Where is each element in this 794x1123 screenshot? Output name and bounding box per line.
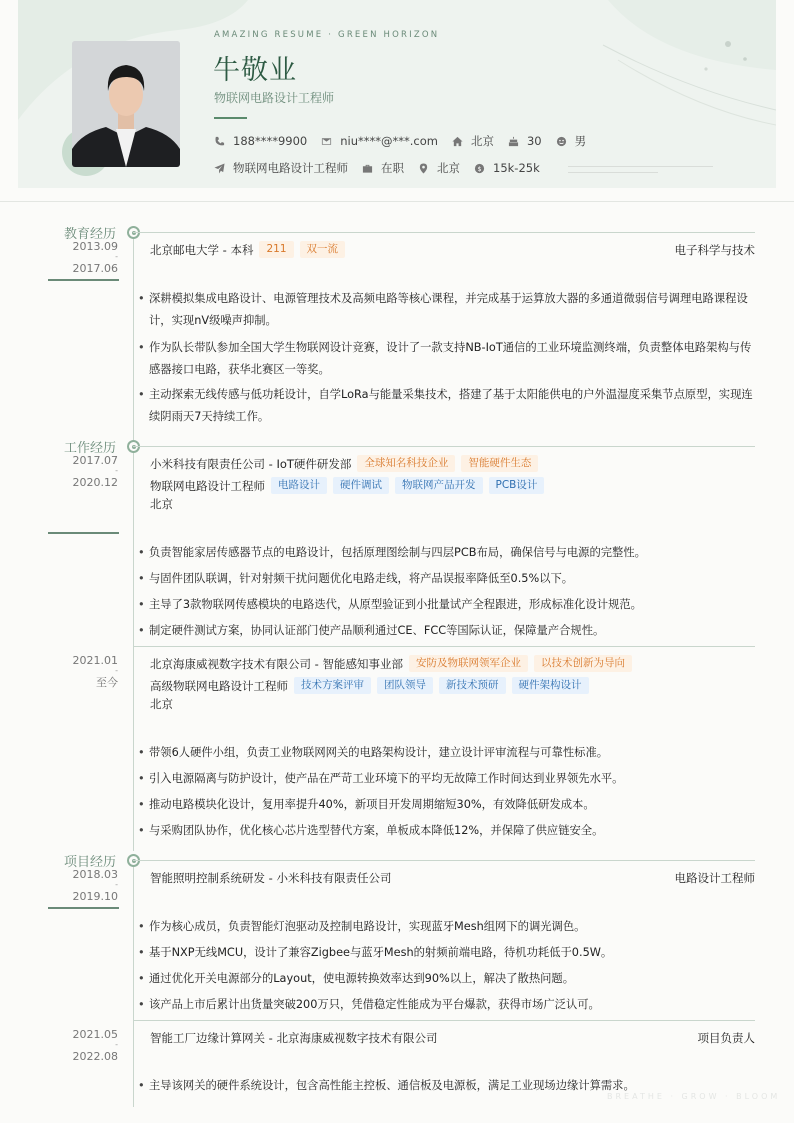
- hometown-text: 北京: [470, 134, 494, 148]
- list-item: • 深耕模拟集成电路设计、电源管理技术及高频电路等核心课程，并完成基于运算放大器的多通道微弱信号调理电路课程设计，实现nV级噪声抑制。: [138, 288, 756, 332]
- intention-row: [214, 160, 554, 176]
- section-title-projects: 项目经历: [63, 855, 116, 870]
- gender-icon: [556, 136, 567, 147]
- section-rule: [133, 860, 755, 861]
- age-item: [508, 134, 542, 148]
- job-city: 北京: [150, 697, 173, 711]
- date-end: 2017.06: [72, 262, 118, 275]
- date-dash: -: [115, 666, 118, 675]
- company-row: [150, 655, 632, 672]
- date-start: 2017.07: [72, 454, 118, 467]
- resume-brand: AMAZING RESUME · GREEN HORIZON: [214, 30, 440, 40]
- role-name: 高级物联网电路设计工程师: [150, 678, 288, 693]
- skill-tag: 新技术预研: [439, 677, 506, 694]
- section-rule: [133, 232, 755, 233]
- project-name: 智能工厂边缘计算网关 - 北京海康威视数字技术有限公司: [150, 1031, 438, 1045]
- project-role: 项目负责人: [697, 1031, 755, 1045]
- contact-row: [214, 133, 600, 149]
- status-item: [362, 160, 404, 176]
- skill-tag: 电路设计: [271, 477, 327, 494]
- section-title-work: 工作经历: [63, 441, 116, 456]
- age-text: 30: [526, 134, 542, 148]
- timeline-line: [133, 239, 134, 441]
- cake-icon: [508, 136, 519, 147]
- skill-tag: 硬件调试: [333, 477, 389, 494]
- status-text: 在职: [381, 161, 404, 175]
- company-row: [150, 455, 538, 472]
- date-start: 2021.01: [72, 654, 118, 667]
- list-item: • 负责智能家居传感器节点的电路设计，包括原理图绘制与四层PCB布局，确保信号与电源的完整性。: [138, 542, 756, 564]
- date-end: 至今: [96, 676, 118, 689]
- job-title: 物联网电路设计工程师: [214, 91, 335, 105]
- home-icon: [452, 136, 463, 147]
- footer-watermark: BREATHE · GROW · BLOOM: [607, 1092, 781, 1101]
- svg-text:$: $: [477, 164, 482, 173]
- list-item: • 主导了3款物联网传感模块的电路迭代，从原型验证到小批量试产全程跟进，形成标准化设计规范。: [138, 594, 756, 616]
- list-item: • 通过优化开关电源部分的Layout，使电源转换效率达到90%以上，解决了散热问题。: [138, 968, 756, 990]
- project-name: 智能照明控制系统研发 - 小米科技有限责任公司: [150, 871, 392, 885]
- date-start: 2018.03: [72, 868, 118, 881]
- entry-rule: [133, 646, 755, 647]
- company-tag: 以技术创新为导向: [534, 655, 632, 672]
- date-dash: -: [115, 1040, 118, 1049]
- section-underline: [48, 532, 119, 534]
- date-end: 2020.12: [72, 476, 118, 489]
- mail-icon: [321, 136, 332, 147]
- skill-tag: 技术方案评审: [294, 677, 371, 694]
- section-underline: [48, 279, 119, 281]
- salary-text: 15k-25k: [493, 161, 540, 175]
- hometown-item: [452, 133, 494, 149]
- send-icon: [214, 163, 225, 174]
- list-item: • 基于NXP无线MCU，设计了兼容Zigbee与蓝牙Mesh的射频前端电路，待机功耗低于0.5W。: [138, 942, 756, 964]
- company-tag: 全球知名科技企业: [357, 455, 455, 472]
- role-name: 物联网电路设计工程师: [150, 478, 265, 493]
- date-end: 2022.08: [72, 1050, 118, 1063]
- section-underline: [48, 907, 119, 909]
- section-rule: [133, 446, 755, 447]
- gender-text: 男: [574, 134, 587, 148]
- company-name: 小米科技有限责任公司 - IoT硬件研发部: [150, 456, 352, 471]
- list-item: • 该产品上市后累计出货量突破200万只，凭借稳定性能成为平台爆款，获得市场广泛认可。: [138, 994, 756, 1016]
- skill-tag: PCB设计: [489, 477, 545, 494]
- school-name: 北京邮电大学 - 本科: [150, 242, 254, 257]
- person-name: 牛敬业: [213, 55, 297, 86]
- location-icon: [418, 163, 429, 174]
- list-item: • 主导该网关的硬件系统设计，包含高性能主控板、通信板及电源板，满足工业现场边缘计算需求。: [138, 1075, 756, 1097]
- avatar: [72, 41, 180, 167]
- gender-item: [556, 133, 587, 149]
- list-item: • 作为队长带队参加全国大学生物联网设计竞赛，设计了一款支持NB-IoT通信的工业环境监测终端，负责整体电路架构与传感器接口电路，获华北赛区一等奖。: [138, 337, 756, 381]
- info-deco-line: [568, 172, 658, 173]
- major: 电子科学与技术: [674, 243, 755, 257]
- project-role: 电路设计工程师: [674, 871, 755, 885]
- entry-rule: [133, 1020, 755, 1021]
- role-row: [150, 477, 544, 494]
- skill-tag: 团队领导: [377, 677, 433, 694]
- timeline-line: [133, 867, 134, 1107]
- phone-text: 188****9900: [233, 134, 308, 148]
- briefcase-icon: [362, 163, 373, 174]
- info-deco-line: [568, 166, 713, 167]
- list-item: • 与采购团队协作，优化核心芯片选型替代方案，单板成本降低12%，并保障了供应链安全。: [138, 820, 756, 842]
- salary-item: [474, 161, 540, 175]
- job-city: 北京: [150, 497, 173, 511]
- date-dash: -: [115, 466, 118, 475]
- target-city-text: 北京: [437, 161, 460, 175]
- list-item: • 制定硬件测试方案，协同认证部门使产品顺利通过CE、FCC等国际认证，保障量产合规性。: [138, 620, 756, 642]
- salary-icon: [474, 163, 485, 174]
- school-tag: 211: [259, 241, 293, 258]
- phone-icon: [214, 136, 225, 147]
- list-item: • 与固件团队联调，针对射频干扰问题优化电路走线，将产品误报率降低至0.5%以下。: [138, 568, 756, 590]
- list-item: • 主动探索无线传感与低功耗设计，自学LoRa与能量采集技术，搭建了基于太阳能供电的户外温湿度采集节点原型，实现连续阴雨天7天持续工作。: [138, 384, 756, 428]
- date-end: 2019.10: [72, 890, 118, 903]
- date-start: 2021.05: [72, 1028, 118, 1041]
- timeline-line: [133, 453, 134, 851]
- avatar-portrait-icon: [72, 41, 180, 167]
- target-city-item: [418, 160, 460, 176]
- company-tag: 安防及物联网领军企业: [409, 655, 528, 672]
- section-title-education: 教育经历: [63, 227, 116, 242]
- date-start: 2013.09: [72, 240, 118, 253]
- list-item: • 推动电路模块化设计，复用率提升40%，新项目开发周期缩短30%，有效降低研发成本。: [138, 794, 756, 816]
- role-row: [150, 677, 589, 694]
- education-entry: [150, 241, 345, 258]
- list-item: • 引入电源隔离与防护设计，使产品在严苛工业环境下的平均无故障工作时间达到业界领先水平。: [138, 768, 756, 790]
- phone-item[interactable]: [214, 134, 307, 148]
- list-item: • 作为核心成员，负责智能灯泡驱动及控制电路设计，实现蓝牙Mesh组网下的调光调色。: [138, 916, 756, 938]
- target-job-text: 物联网电路设计工程师: [233, 161, 348, 175]
- target-job-item: [214, 160, 348, 176]
- date-dash: -: [115, 880, 118, 889]
- header-divider: [0, 201, 794, 202]
- email-text: niu****@***.com: [340, 134, 438, 148]
- date-dash: -: [115, 252, 118, 261]
- name-divider: [214, 117, 247, 119]
- email-item[interactable]: [321, 134, 438, 148]
- list-item: • 带领6人硬件小组，负责工业物联网网关的电路架构设计，建立设计评审流程与可靠性标准。: [138, 742, 756, 764]
- skill-tag: 物联网产品开发: [395, 477, 483, 494]
- company-name: 北京海康威视数字技术有限公司 - 智能感知事业部: [150, 656, 403, 671]
- skill-tag: 硬件架构设计: [512, 677, 589, 694]
- company-tag: 智能硬件生态: [461, 455, 538, 472]
- school-tag: 双一流: [300, 241, 346, 258]
